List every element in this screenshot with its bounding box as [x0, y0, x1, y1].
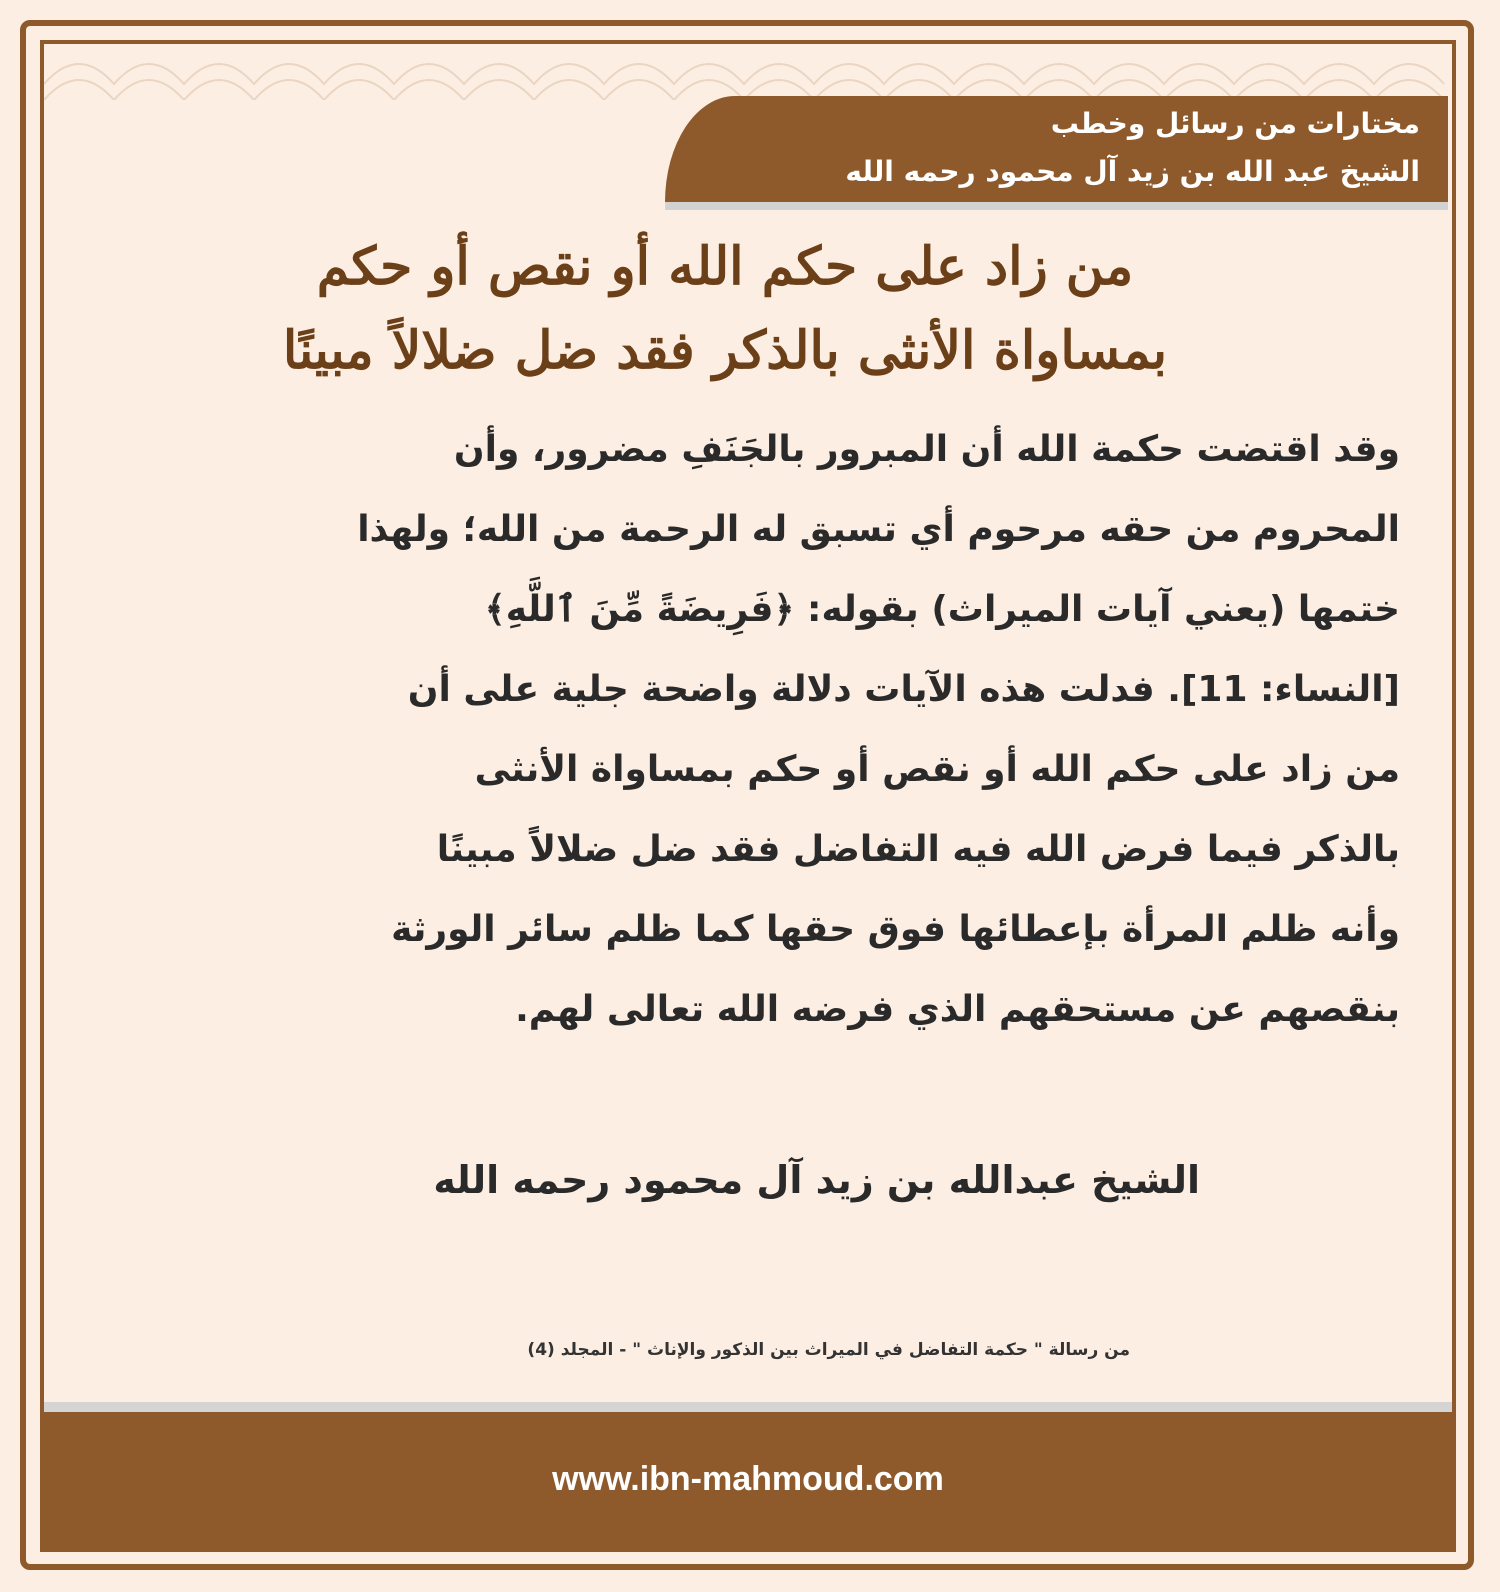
body-line: وأنه ظلم المرأة بإعطائها فوق حقها كما ظلم سائر الورثة [391, 909, 1400, 950]
footer-divider [44, 1402, 1452, 1412]
decorative-pattern [44, 44, 1452, 100]
title-line-1: من زاد على حكم الله أو نقص أو حكم [316, 236, 1134, 297]
body-line: وقد اقتضت حكمة الله أن المبرور بالجَنَفِ مضرور، وأن [453, 429, 1400, 470]
title-line-2: بمساواة الأنثى بالذكر فقد ضل ضلالاً مبينًا [282, 320, 1168, 381]
footer-band [44, 1412, 1452, 1548]
header [700, 100, 1420, 196]
body-line: ختمها (يعني آيات الميراث) بقوله: ﴿فَرِيضَةً مِّنَ ٱللَّهِ﴾ [484, 589, 1400, 630]
body-line: [النساء: 11]. فدلت هذه الآيات دلالة واضحة جلية على أن [407, 669, 1400, 710]
header-line-1: مختارات من رسائل وخطب [1050, 107, 1420, 140]
website-link[interactable]: www.ibn-mahmoud.com [552, 1460, 944, 1498]
source-citation: من رسالة " حكمة التفاضل في الميراث بين الذكور والإناث " - المجلد (4) [527, 1340, 1130, 1360]
body-line: بنقصهم عن مستحقهم الذي فرضه الله تعالى لهم. [515, 989, 1400, 1030]
body-line: بالذكر فيما فرض الله فيه التفاضل فقد ضل ضلالاً مبينًا [436, 829, 1400, 870]
header-line-2: الشيخ عبد الله بن زيد آل محمود رحمه الله [845, 155, 1420, 188]
body-paragraph [130, 410, 1400, 1050]
author-signature: الشيخ عبدالله بن زيد آل محمود رحمه الله [433, 1158, 1200, 1202]
body-line: من زاد على حكم الله أو نقص أو حكم بمساواة الأنثى [474, 749, 1400, 790]
page-title [130, 225, 1320, 393]
body-line: المحروم من حقه مرحوم أي تسبق له الرحمة من الله؛ ولهذا [357, 509, 1400, 550]
